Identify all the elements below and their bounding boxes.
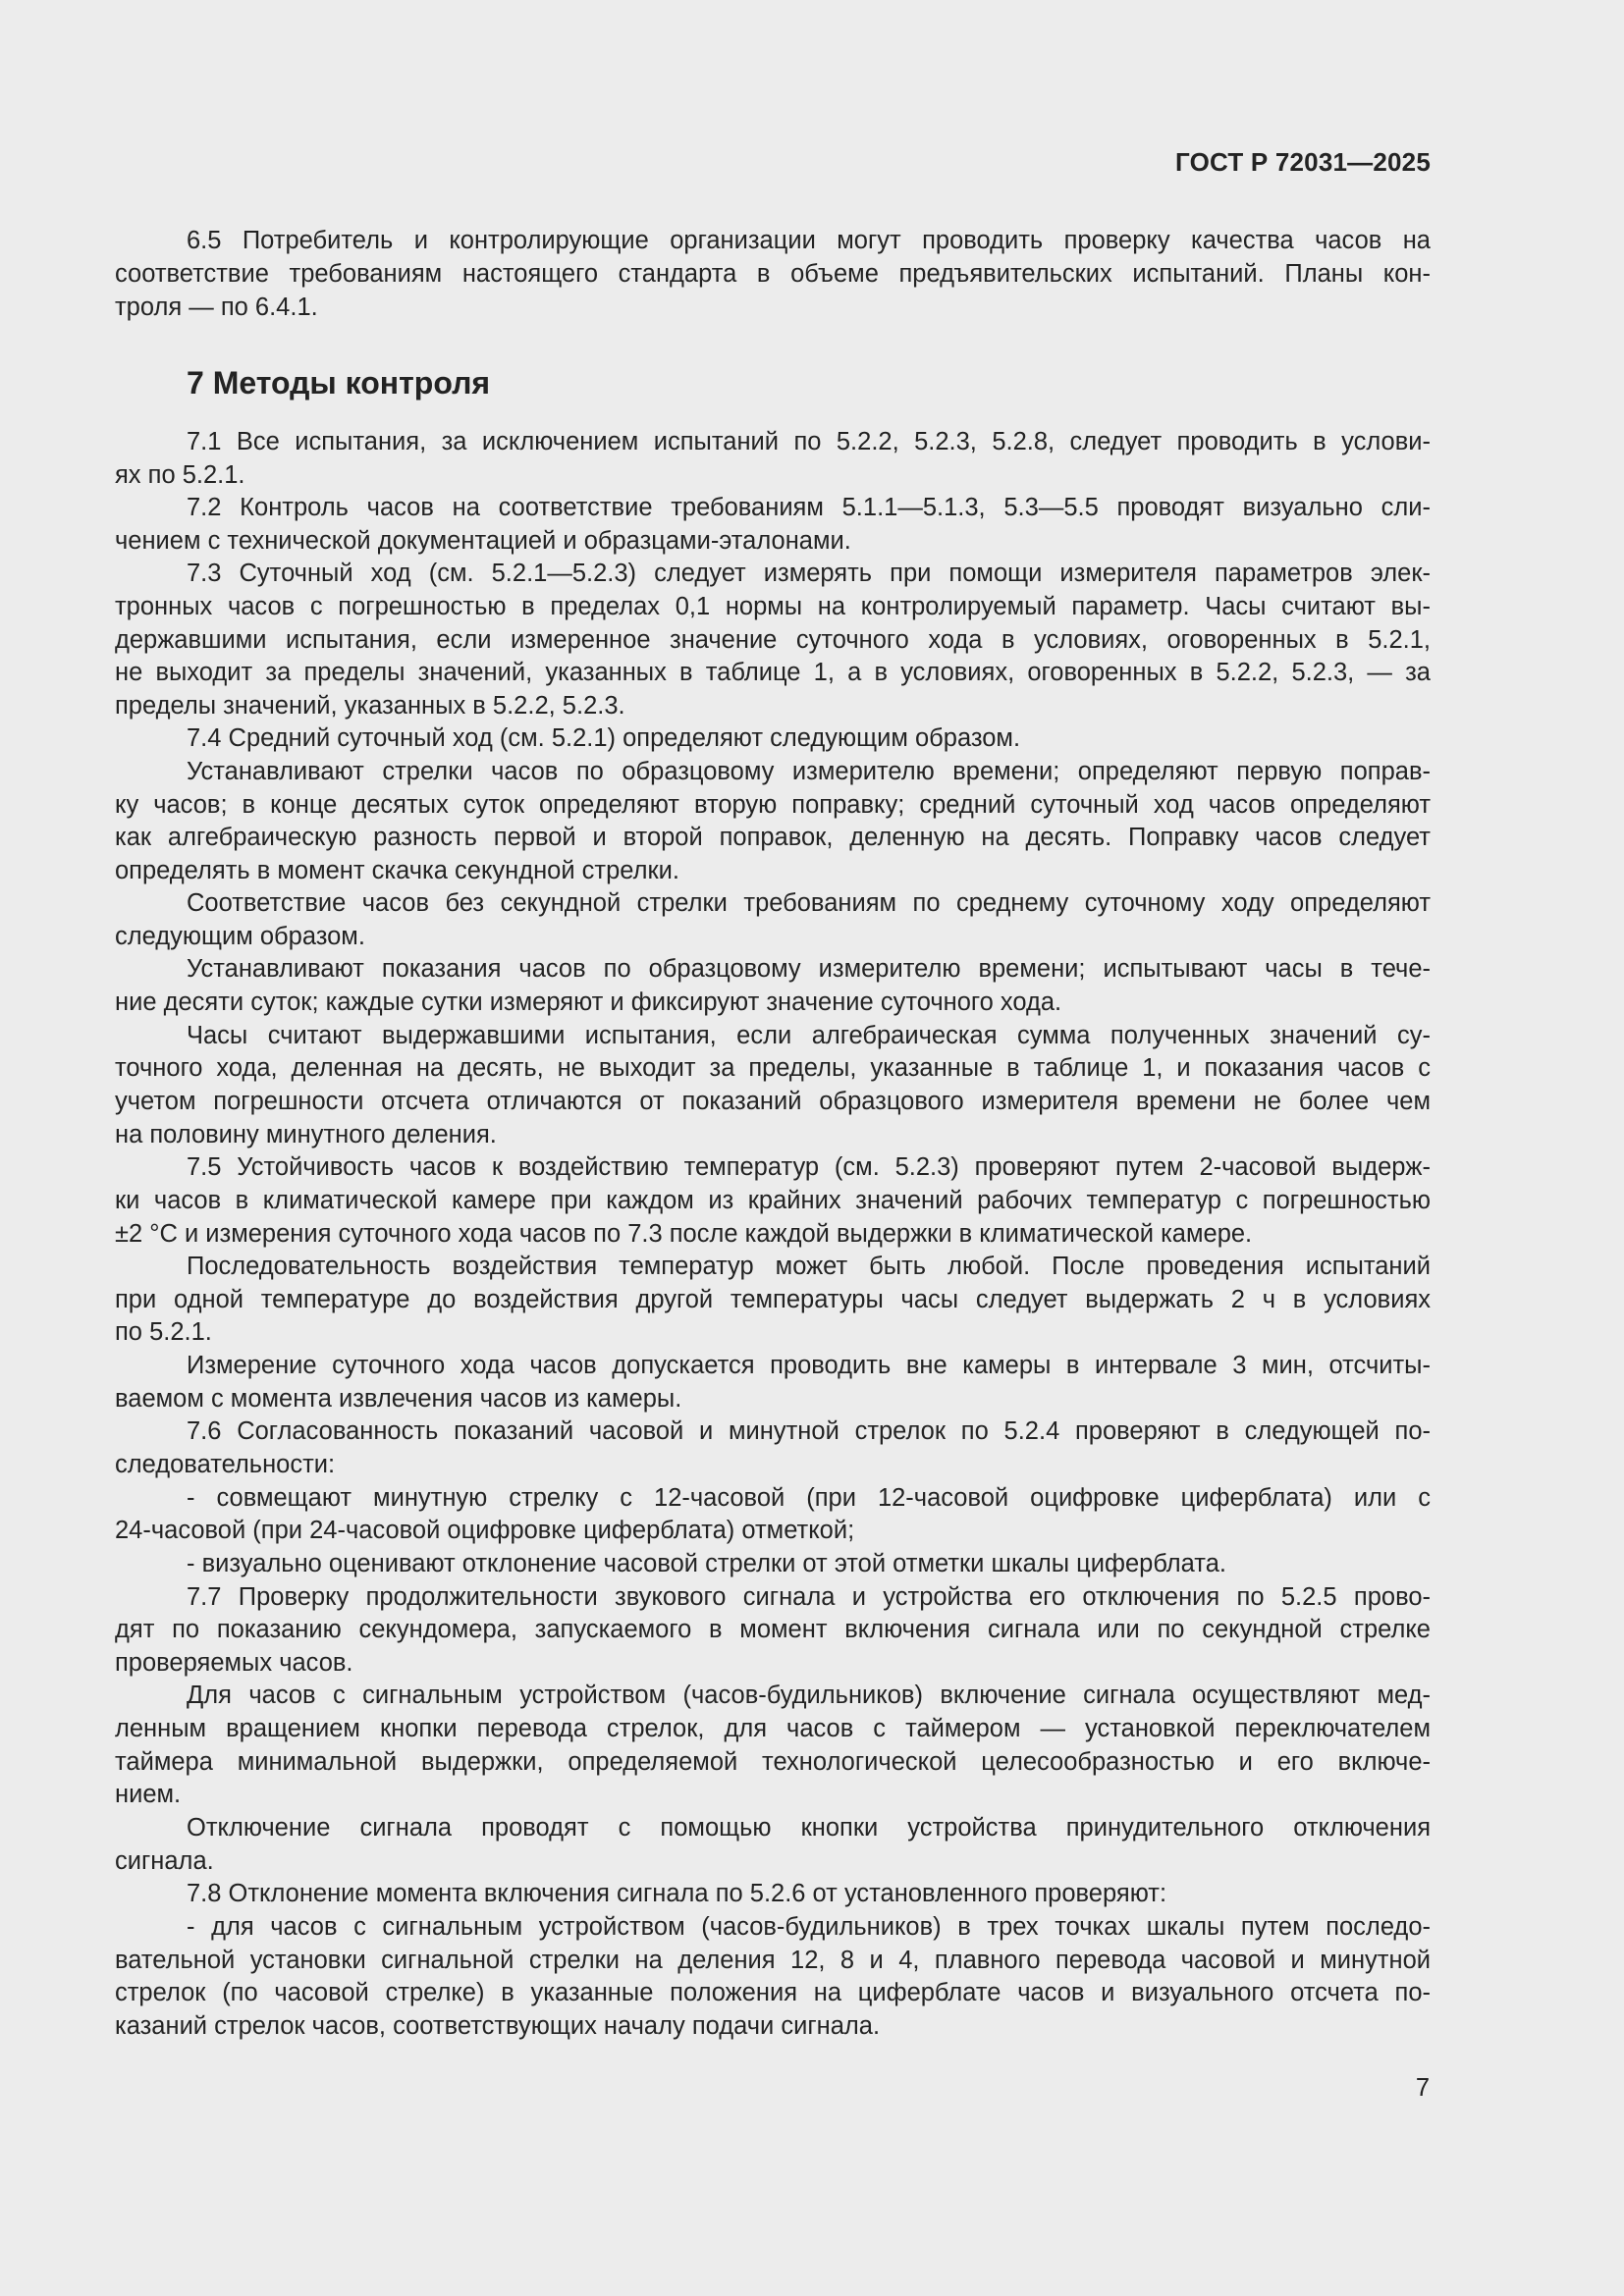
text-line: стрелок (по часовой стрелке) в указанные положения на циферблате часов и визуального отсчета по- (115, 1979, 1431, 2006)
text-line: как алгебраическую разность первой и второй поправок, деленную на десять. Поправку часов следует (115, 824, 1431, 851)
page-number: 7 (1415, 2074, 1430, 2102)
text-line: 7.7 Проверку продолжительности звукового сигнала и устройства его отключения по 5.2.5 прово- (187, 1583, 1431, 1611)
text-line: Последовательность воздействия температур может быть любой. После проведения испытаний (187, 1253, 1431, 1280)
text-line: 7.3 Суточный ход (см. 5.2.1—5.2.3) следует измерять при помощи измерителя параметров элек- (187, 560, 1431, 587)
text-line: Устанавливают показания часов по образцовому измерителю времени; испытывают часы в тече- (187, 955, 1431, 983)
text-line: 7.1 Все испытания, за исключением испытаний по 5.2.2, 5.2.3, 5.2.8, следует проводить в услови- (187, 428, 1431, 455)
text-line: проверяемых часов. (115, 1649, 353, 1677)
text-line: ях по 5.2.1. (115, 461, 245, 489)
text-line: державшими испытания, если измеренное значение суточного хода в условиях, оговоренных в 5.2.1, (115, 626, 1431, 654)
text-line: дят по показанию секундомера, запускаемого в момент включения сигнала или по секундной стрелке (115, 1616, 1431, 1643)
text-line: ки часов в климатической камере при каждом из крайних значений рабочих температур с погрешностью (115, 1187, 1431, 1214)
text-line: учетом погрешности отсчета отличаются от показаний образцового измерителя времени не более чем (115, 1088, 1431, 1115)
text-line: 7.4 Средний суточный ход (см. 5.2.1) определяют следующим образом. (187, 724, 1021, 752)
text-line: 7.8 Отклонение момента включения сигнала по 5.2.6 от установленного проверяют: (187, 1880, 1167, 1907)
text-line: на половину минутного деления. (115, 1121, 497, 1148)
text-line: 7.5 Устойчивость часов к воздействию температур (см. 5.2.3) проверяют путем 2-часовой выдерж- (187, 1153, 1431, 1181)
text-line: тронных часов с погрешностью в пределах 0,1 нормы на контролируемый параметр. Часы считают вы- (115, 593, 1431, 620)
text-line: нием. (115, 1781, 182, 1808)
text-line: 7.2 Контроль часов на соответствие требованиям 5.1.1—5.1.3, 5.3—5.5 проводят визуально сли- (187, 494, 1431, 521)
text-line: - для часов с сигнальным устройством (часов-будильников) в трех точках шкалы путем последо- (187, 1913, 1431, 1941)
text-line: Соответствие часов без секундной стрелки требованиям по среднему суточному ходу определяют (187, 889, 1431, 917)
text-line: Устанавливают стрелки часов по образцовому измерителю времени; определяют первую поправ- (187, 758, 1431, 785)
text-line: вательной установки сигнальной стрелки на деления 12, 8 и 4, плавного перевода часовой и минутной (115, 1947, 1431, 1974)
text-line: Для часов с сигнальным устройством (часов-будильников) включение сигнала осуществляют мед- (187, 1682, 1431, 1709)
text-line: Измерение суточного хода часов допускается проводить вне камеры в интервале 3 мин, отсчиты- (187, 1352, 1431, 1379)
text-line: таймера минимальной выдержки, определяемой технологической целесообразностью и его включе- (115, 1748, 1431, 1776)
text-line: - визуально оценивают отклонение часовой стрелки от этой отметки шкалы циферблата. (187, 1550, 1226, 1577)
text-line: сигнала. (115, 1847, 214, 1875)
text-line: Часы считают выдержавшими испытания, если алгебраическая сумма полученных значений су- (187, 1022, 1431, 1049)
section-heading: 7 Методы контроля (187, 365, 491, 400)
text-line: следующим образом. (115, 923, 365, 950)
text-line: следовательности: (115, 1451, 336, 1478)
text-line: - совмещают минутную стрелку с 12-часовой (при 12-часовой оцифровке циферблата) или с (187, 1484, 1431, 1512)
text-line: не выходит за пределы значений, указанных в таблице 1, а в условиях, оговоренных в 5.2.2, 5.2.3, — за (115, 659, 1431, 686)
text-line: определять в момент скачка секундной стрелки. (115, 857, 679, 884)
text-line: ваемом с момента извлечения часов из камеры. (115, 1385, 682, 1413)
text-line: по 5.2.1. (115, 1318, 212, 1346)
text-line: троля — по 6.4.1. (115, 294, 318, 321)
text-line: при одной температуре до воздействия другой температуры часы следует выдержать 2 ч в условиях (115, 1286, 1431, 1313)
text-line: ±2 °С и измерения суточного хода часов по 7.3 после каждой выдержки в климатической камере. (115, 1220, 1253, 1248)
text-line: Отключение сигнала проводят с помощью кнопки устройства принудительного отключения (187, 1814, 1431, 1842)
text-line: ние десяти суток; каждые сутки измеряют и фиксируют значение суточного хода. (115, 988, 1062, 1016)
document-header: ГОСТ Р 72031—2025 (1175, 147, 1431, 177)
text-line: казаний стрелок часов, соответствующих началу подачи сигнала. (115, 2012, 881, 2040)
text-line: ку часов; в конце десятых суток определяют вторую поправку; средний суточный ход часов определяют (115, 791, 1431, 819)
text-line: 24-часовой (при 24-часовой оцифровке циферблата) отметкой; (115, 1517, 855, 1544)
text-line: ленным вращением кнопки перевода стрелок, для часов с таймером — установкой переключателем (115, 1715, 1431, 1742)
text-line: соответствие требованиям настоящего стандарта в объеме предъявительских испытаний. Планы кон- (115, 260, 1431, 288)
text-line: 6.5 Потребитель и контролирующие организации могут проводить проверку качества часов на (187, 227, 1431, 254)
text-line: чением с технической документацией и образцами-эталонами. (115, 527, 851, 555)
text-line: пределы значений, указанных в 5.2.2, 5.2.3. (115, 692, 625, 720)
text-line: точного хода, деленная на десять, не выходит за пределы, указанные в таблице 1, и показания часов с (115, 1054, 1431, 1082)
text-line: 7.6 Согласованность показаний часовой и минутной стрелок по 5.2.4 проверяют в следующей по- (187, 1417, 1431, 1445)
